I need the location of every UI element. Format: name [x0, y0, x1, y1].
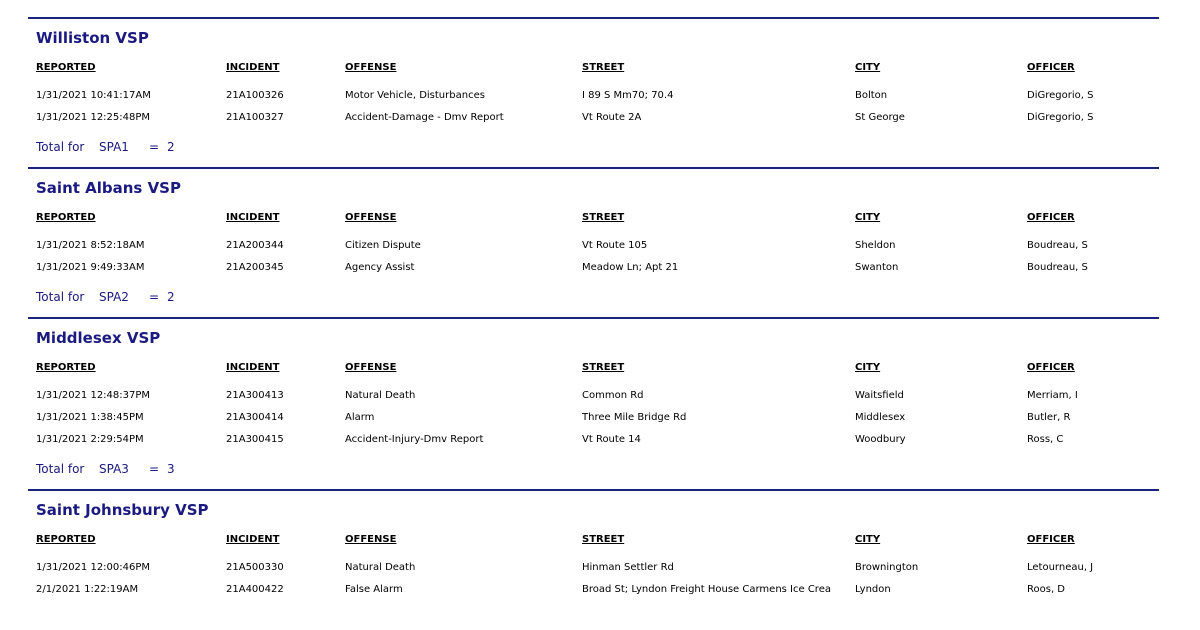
- officer-cell: Roos, D: [1027, 583, 1066, 595]
- offense-cell: Agency Assist: [345, 261, 415, 273]
- total-equals: =: [149, 140, 160, 154]
- street-cell: Three Mile Bridge Rd: [582, 411, 687, 423]
- column-header-incident: INCIDENT: [226, 212, 280, 223]
- offense-cell: Natural Death: [345, 561, 416, 573]
- incident-cell: 21A300414: [226, 411, 284, 423]
- incident-cell: 21A400422: [226, 583, 284, 595]
- incident-table: [28, 534, 1159, 600]
- incident-table: [28, 62, 1159, 128]
- total-count: 2: [167, 290, 175, 304]
- offense-cell: Alarm: [345, 411, 375, 423]
- city-cell: Woodbury: [855, 433, 906, 445]
- incident-cell: 21A100326: [226, 89, 284, 101]
- offense-cell: False Alarm: [345, 583, 403, 595]
- reported-cell: 1/31/2021 10:41:17AM: [36, 89, 151, 101]
- column-header-city: CITY: [855, 62, 881, 73]
- officer-cell: Boudreau, S: [1027, 239, 1088, 251]
- incident-cell: 21A500330: [226, 561, 284, 573]
- reported-cell: 1/31/2021 1:38:45PM: [36, 411, 144, 423]
- column-header-officer: OFFICER: [1027, 62, 1075, 73]
- total-label: Total for: [36, 462, 85, 476]
- reported-cell: 1/31/2021 12:25:48PM: [36, 111, 151, 123]
- incident-cell: 21A300415: [226, 433, 284, 445]
- officer-cell: DiGregorio, S: [1027, 89, 1094, 101]
- column-header-row: [28, 534, 1159, 556]
- incident-cell: 21A100327: [226, 111, 284, 123]
- total-count: 3: [167, 462, 175, 476]
- barracks-section: [28, 489, 1159, 600]
- street-cell: Hinman Settler Rd: [582, 561, 674, 573]
- offense-cell: Accident-Injury-Dmv Report: [345, 433, 484, 445]
- section-title: Saint Johnsbury VSP: [36, 501, 209, 519]
- street-cell: Vt Route 105: [582, 239, 648, 251]
- offense-cell: Citizen Dispute: [345, 239, 421, 251]
- table-row: [28, 234, 1159, 256]
- street-cell: Broad St; Lyndon Freight House Carmens Ice Crea: [582, 583, 831, 595]
- street-cell: Vt Route 2A: [582, 111, 642, 123]
- barracks-section: [28, 17, 1159, 167]
- street-cell: Meadow Ln; Apt 21: [582, 261, 679, 273]
- officer-cell: DiGregorio, S: [1027, 111, 1094, 123]
- column-header-street: STREET: [582, 62, 625, 73]
- table-row: [28, 556, 1159, 578]
- officer-cell: Boudreau, S: [1027, 261, 1088, 273]
- barracks-section: [28, 317, 1159, 489]
- reported-cell: 1/31/2021 12:00:46PM: [36, 561, 151, 573]
- total-equals: =: [149, 462, 160, 476]
- reported-cell: 1/31/2021 2:29:54PM: [36, 433, 144, 445]
- section-total: [28, 128, 1159, 167]
- reported-cell: 1/31/2021 8:52:18AM: [36, 239, 145, 251]
- column-header-offense: OFFENSE: [345, 534, 397, 545]
- table-row: [28, 84, 1159, 106]
- total-label: Total for: [36, 290, 85, 304]
- column-header-officer: OFFICER: [1027, 362, 1075, 373]
- incident-cell: 21A300413: [226, 389, 284, 401]
- column-header-street: STREET: [582, 534, 625, 545]
- column-header-offense: OFFENSE: [345, 362, 397, 373]
- column-header-row: [28, 212, 1159, 234]
- table-row: [28, 384, 1159, 406]
- incident-report: [28, 17, 1159, 600]
- section-total: [28, 278, 1159, 317]
- officer-cell: Ross, C: [1027, 433, 1064, 445]
- officer-cell: Butler, R: [1027, 411, 1071, 423]
- column-header-incident: INCIDENT: [226, 534, 280, 545]
- table-row: [28, 106, 1159, 128]
- officer-cell: Letourneau, J: [1027, 561, 1094, 573]
- offense-cell: Natural Death: [345, 389, 416, 401]
- offense-cell: Motor Vehicle, Disturbances: [345, 89, 485, 101]
- total-code: SPA2: [99, 290, 129, 304]
- column-header-officer: OFFICER: [1027, 212, 1075, 223]
- section-title: Middlesex VSP: [36, 329, 161, 347]
- city-cell: Middlesex: [855, 411, 906, 423]
- column-header-row: [28, 62, 1159, 84]
- table-row: [28, 428, 1159, 450]
- column-header-officer: OFFICER: [1027, 534, 1075, 545]
- total-code: SPA3: [99, 462, 129, 476]
- city-cell: Lyndon: [855, 583, 891, 595]
- reported-cell: 2/1/2021 1:22:19AM: [36, 583, 139, 595]
- table-row: [28, 256, 1159, 278]
- column-header-street: STREET: [582, 362, 625, 373]
- column-header-street: STREET: [582, 212, 625, 223]
- barracks-section: [28, 167, 1159, 317]
- city-cell: Sheldon: [855, 239, 896, 251]
- offense-cell: Accident-Damage - Dmv Report: [345, 111, 504, 123]
- total-count: 2: [167, 140, 175, 154]
- city-cell: Swanton: [855, 261, 899, 273]
- city-cell: Brownington: [855, 561, 919, 573]
- section-title: Williston VSP: [36, 29, 149, 47]
- column-header-reported: REPORTED: [36, 212, 96, 223]
- column-header-city: CITY: [855, 534, 881, 545]
- incident-cell: 21A200345: [226, 261, 284, 273]
- total-label: Total for: [36, 140, 85, 154]
- street-cell: Common Rd: [582, 389, 644, 401]
- section-title: Saint Albans VSP: [36, 179, 181, 197]
- column-header-incident: INCIDENT: [226, 362, 280, 373]
- column-header-row: [28, 362, 1159, 384]
- section-total: [28, 450, 1159, 489]
- city-cell: St George: [855, 111, 905, 123]
- column-header-incident: INCIDENT: [226, 62, 280, 73]
- street-cell: I 89 S Mm70; 70.4: [582, 89, 674, 101]
- table-row: [28, 406, 1159, 428]
- table-row: [28, 578, 1159, 600]
- column-header-offense: OFFENSE: [345, 62, 397, 73]
- column-header-offense: OFFENSE: [345, 212, 397, 223]
- street-cell: Vt Route 14: [582, 433, 641, 445]
- incident-table: [28, 212, 1159, 278]
- officer-cell: Merriam, I: [1027, 389, 1078, 401]
- city-cell: Bolton: [855, 89, 888, 101]
- reported-cell: 1/31/2021 12:48:37PM: [36, 389, 151, 401]
- column-header-city: CITY: [855, 362, 881, 373]
- column-header-reported: REPORTED: [36, 362, 96, 373]
- incident-cell: 21A200344: [226, 239, 284, 251]
- city-cell: Waitsfield: [855, 389, 904, 401]
- column-header-reported: REPORTED: [36, 534, 96, 545]
- column-header-city: CITY: [855, 212, 881, 223]
- column-header-reported: REPORTED: [36, 62, 96, 73]
- incident-table: [28, 362, 1159, 450]
- total-equals: =: [149, 290, 160, 304]
- reported-cell: 1/31/2021 9:49:33AM: [36, 261, 145, 273]
- total-code: SPA1: [99, 140, 129, 154]
